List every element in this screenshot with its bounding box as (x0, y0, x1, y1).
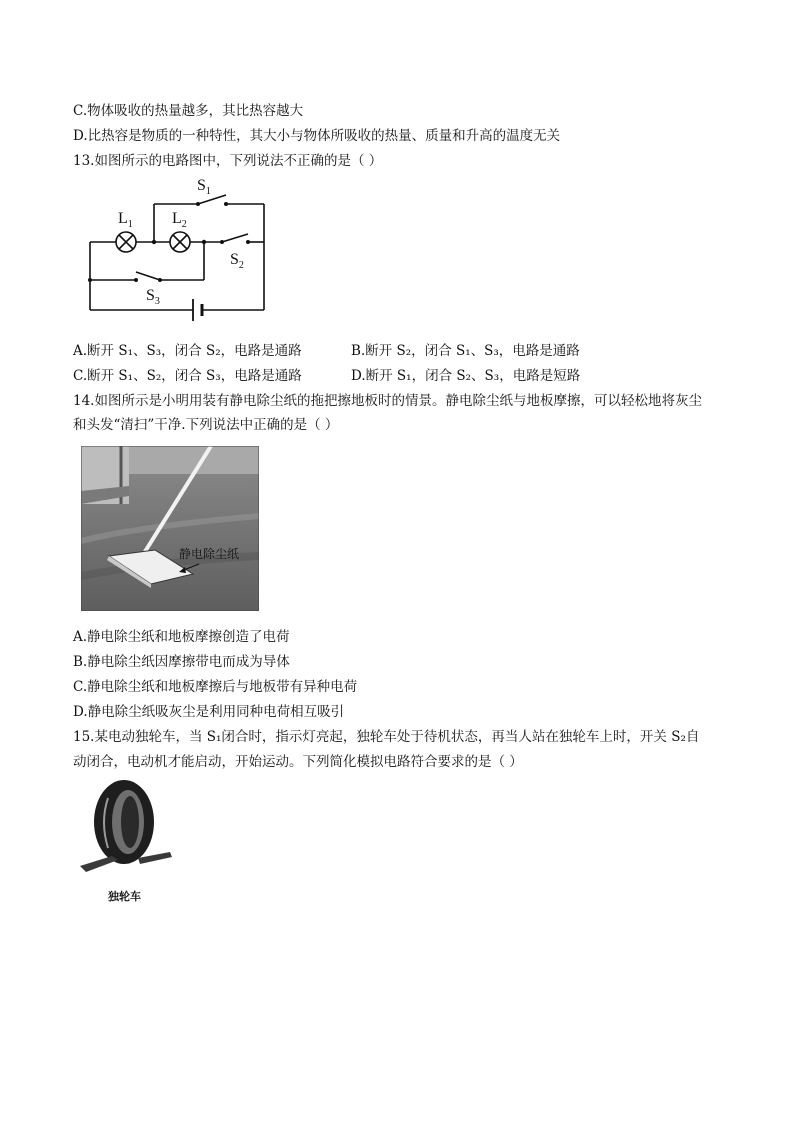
q14-mop-photo (81, 446, 259, 611)
q15-photo-label: 独轮车 (108, 890, 141, 903)
label-s3: $S_3$ (146, 287, 160, 307)
q14-option-d[interactable]: D.静电除尘纸吸灰尘是利用同种电荷相互吸引 (73, 704, 345, 720)
label-s1: $S_1$ (197, 177, 211, 197)
label-l2: $L_2$ (172, 210, 187, 230)
q13-stem: 13.如图所示的电路图中，下列说法不正确的是（ ） (73, 153, 383, 169)
q14-photo-label: 静电除尘纸 (179, 547, 240, 561)
q14-stem-line-2: 和头发“清扫”干净.下列说法中正确的是（ ） (73, 417, 339, 433)
q13-option-d[interactable]: D.断开 S₁，闭合 S₂、S₃，电路是短路 (351, 368, 581, 384)
q13-circuit-diagram (80, 172, 280, 332)
q13-options-row-1 (73, 342, 580, 360)
q13-options-row-2 (73, 367, 581, 385)
q14-option-b[interactable]: B.静电除尘纸因摩擦带电而成为导体 (73, 654, 290, 670)
q13-option-a[interactable]: A.断开 S₁、S₃，闭合 S₂，电路是通路 (73, 343, 302, 359)
q14-option-a[interactable]: A.静电除尘纸和地板摩擦创造了电荷 (73, 629, 290, 645)
label-s2: $S_2$ (230, 251, 244, 271)
q15-stem-line-1: 15.某电动独轮车，当 S₁闭合时，指示灯亮起，独轮车处于待机状态，再当人站在独轮车上时，开关 S₂自 (73, 729, 700, 745)
q13-option-c[interactable]: C.断开 S₁、S₂，闭合 S₃，电路是通路 (73, 368, 302, 384)
q14-option-c[interactable]: C.静电除尘纸和地板摩擦后与地板带有异种电荷 (73, 679, 358, 695)
q15-unicycle-photo (78, 778, 174, 904)
q12-option-d: D.比热容是物质的一种特性，其大小与物体所吸收的热量、质量和升高的温度无关 (73, 128, 561, 144)
label-l1: $L_1$ (118, 210, 133, 230)
q15-stem-line-2: 动闭合，电动机才能启动，开始运动。下列简化模拟电路符合要求的是（ ） (73, 754, 523, 770)
q12-option-c: C.物体吸收的热量越多，其比热容越大 (73, 103, 304, 119)
q13-option-b[interactable]: B.断开 S₂，闭合 S₁、S₃，电路是通路 (351, 343, 580, 359)
q14-stem-line-1: 14.如图所示是小明用装有静电除尘纸的拖把擦地板时的情景。静电除尘纸与地板摩擦，可以轻松地将灰尘 (73, 393, 702, 409)
